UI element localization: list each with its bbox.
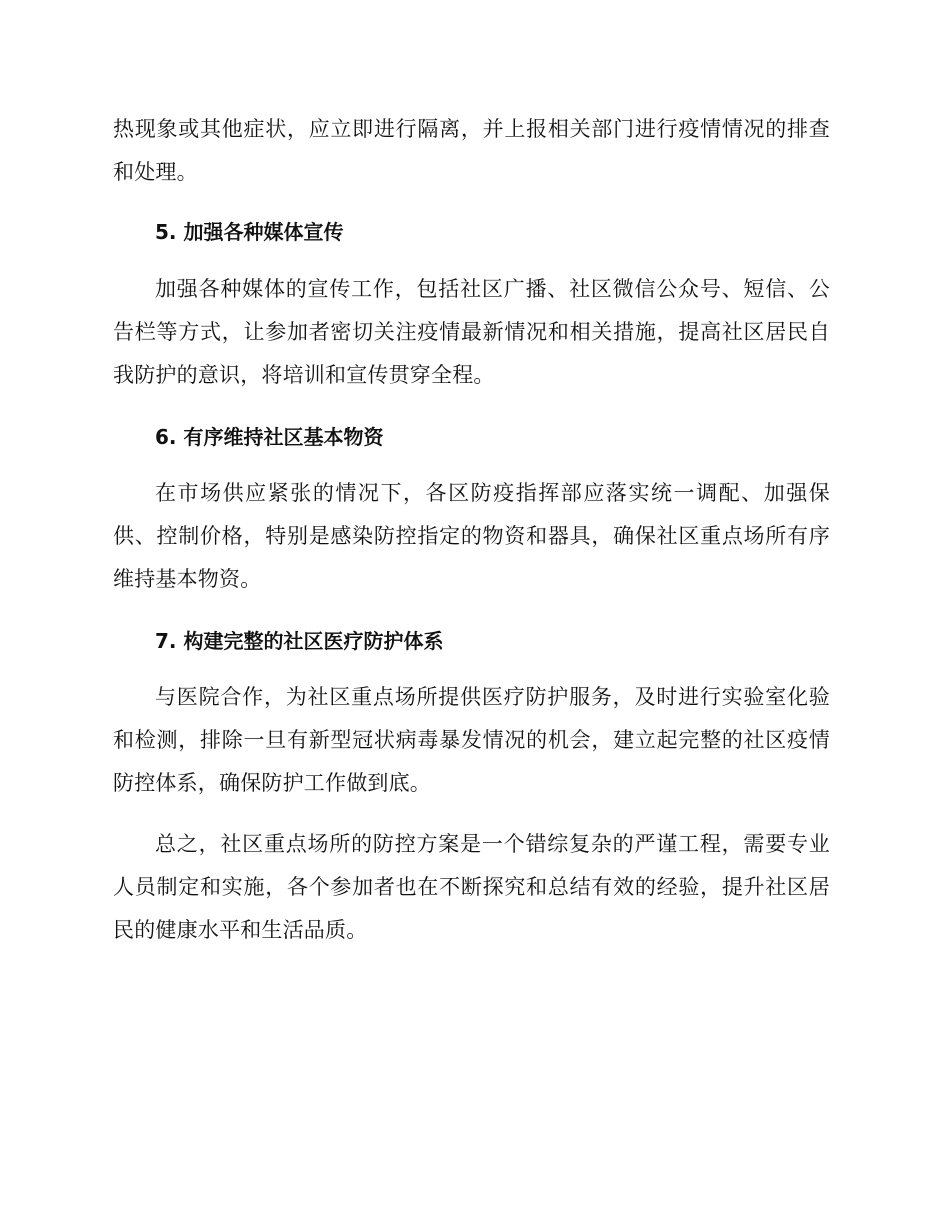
- section-6-body: 在市场供应紧张的情况下，各区防疫指挥部应落实统一调配、加强保供、控制价格，特别是感染防控指定的物资和器具，确保社区重点场所有序维持基本物资。: [113, 481, 830, 591]
- section-7-heading: 7. 构建完整的社区医疗防护体系: [155, 629, 444, 653]
- conclusion-paragraph: 总之，社区重点场所的防控方案是一个错综复杂的严谨工程，需要专业人员制定和实施，各个参加者也在不断探究和总结有效的经验，提升社区居民的健康水平和生活品质。: [113, 832, 830, 942]
- intro-continuation-paragraph: 热现象或其他症状，应立即进行隔离，并上报相关部门进行疫情情况的排查和处理。: [113, 117, 830, 184]
- section-5-heading: 5. 加强各种媒体宣传: [155, 220, 344, 244]
- section-7-body: 与医院合作，为社区重点场所提供医疗防护服务，及时进行实验室化验和检测，排除一旦有新型冠状病毒暴发情况的机会，建立起完整的社区疫情防控体系，确保防护工作做到底。: [113, 685, 830, 795]
- section-5-body: 加强各种媒体的宣传工作，包括社区广播、社区微信公众号、短信、公告栏等方式，让参加者密切关注疫情最新情况和相关措施，提高社区居民自我防护的意识，将培训和宣传贯穿全程。: [113, 277, 830, 387]
- section-6-heading: 6. 有序维持社区基本物资: [155, 425, 384, 449]
